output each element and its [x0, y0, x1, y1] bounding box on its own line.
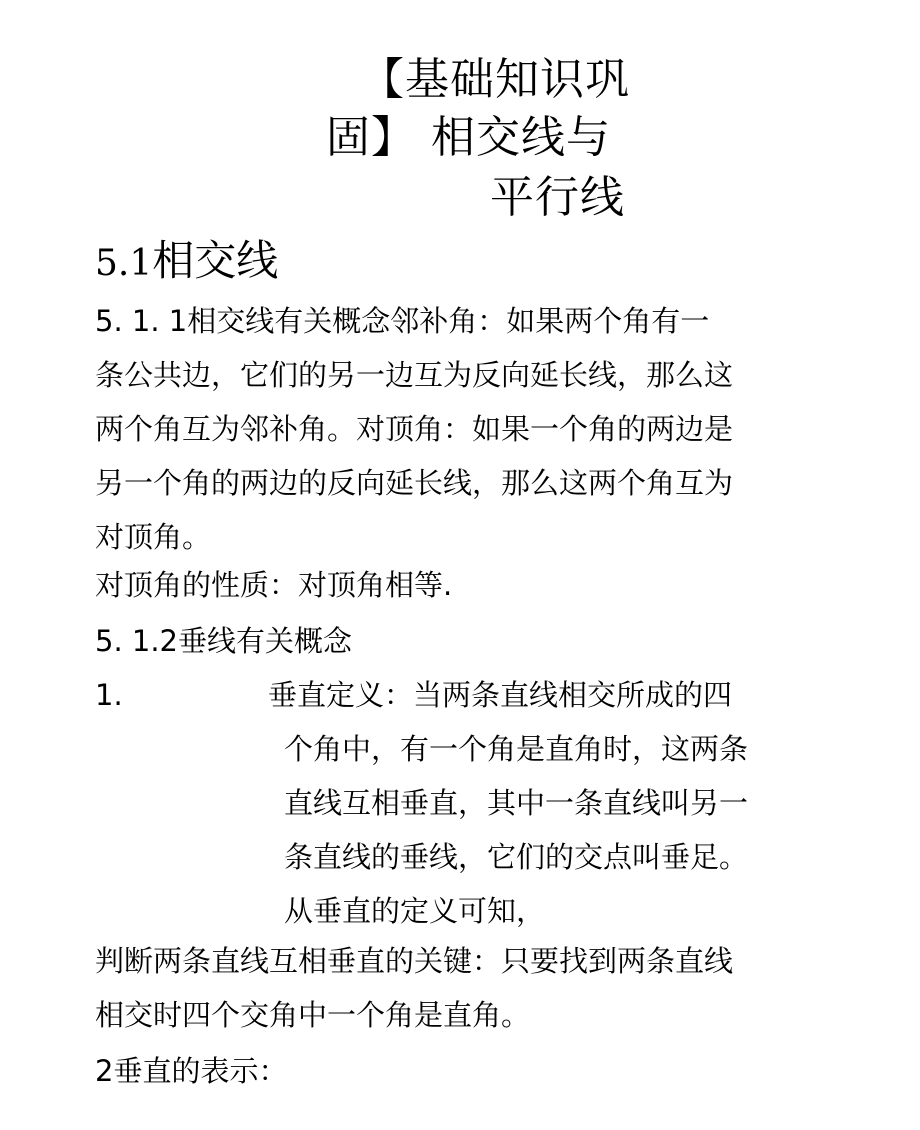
text-line: 从垂直的定义可知，	[284, 894, 546, 928]
list-item-body	[268, 668, 748, 938]
paragraph-property: 对顶角的性质：对顶角相等.	[95, 568, 453, 602]
text-line: 两个角互为邻补角。对顶角：如果一个角的两边是	[95, 412, 734, 446]
text-line: 判断两条直线互相垂直的关键：只要找到两条直线	[95, 944, 734, 978]
subsection-heading: 5. 1.2垂线有关概念	[95, 624, 353, 658]
doc-title-line-1: 【基础知识巩	[360, 54, 630, 105]
text-line: 另一个角的两边的反向延长线，那么这两个角互为	[95, 466, 734, 500]
text-line: 5. 1. 1相交线有关概念邻补角：如果两个角有一	[95, 304, 710, 338]
paragraph-concepts	[95, 294, 795, 564]
list-item-number: 1.	[95, 678, 123, 712]
section-number: 5.1	[95, 243, 153, 284]
doc-title-line-2: 固】 相交线与	[326, 112, 611, 163]
paragraph-key	[95, 934, 795, 1042]
section-title: 相交线	[152, 236, 279, 285]
paragraph-notation: 2垂直的表示：	[95, 1054, 288, 1088]
text-line: 条公共边，它们的另一边互为反向延长线，那么这	[95, 358, 734, 392]
doc-title-line-3: 平行线	[490, 172, 625, 223]
text-line: 直线互相垂直，其中一条直线叫另一	[284, 786, 749, 820]
text-line: 个角中，有一个角是直角时，这两条	[284, 732, 749, 766]
text-line: 对顶角。	[95, 520, 212, 554]
text-line: 垂直定义：当两条直线相交所成的四	[268, 678, 733, 712]
text-line: 条直线的垂线，它们的交点叫垂足。	[284, 840, 749, 874]
text-line: 相交时四个交角中一个角是直角。	[95, 998, 531, 1032]
section-heading	[95, 234, 278, 291]
